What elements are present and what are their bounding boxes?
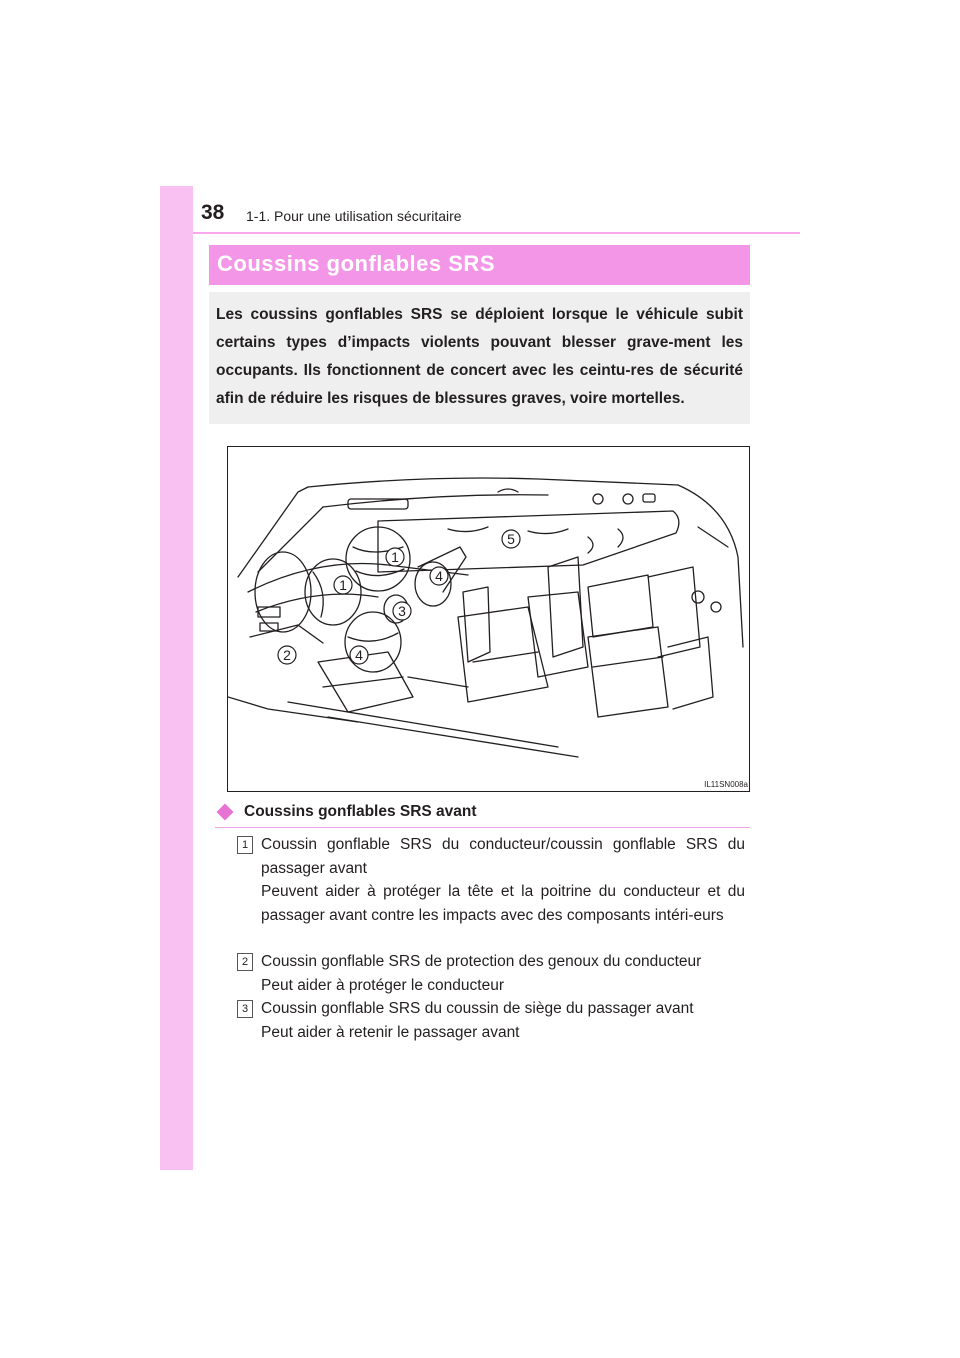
list-item [261, 833, 745, 927]
airbag-illustration [227, 446, 750, 792]
diamond-bullet-icon [217, 804, 234, 821]
section-heading: Coussins gonflables SRS avant [244, 803, 477, 820]
callout-4-upper [430, 567, 448, 585]
item-title: Coussin gonflable SRS du coussin de siège du passager avant [261, 1000, 694, 1017]
header-rule [193, 232, 800, 234]
item-number-badge: 3 [237, 1000, 253, 1018]
list-item [261, 997, 745, 1044]
item-title: Coussin gonflable SRS du conducteur/coussin gonflable SRS du passager avant [261, 836, 745, 877]
section-rule [215, 827, 750, 828]
callout-label: 1 [339, 577, 347, 593]
intro-box [209, 292, 750, 424]
callout-label: 4 [355, 647, 363, 663]
callout-1-upper [386, 548, 404, 566]
item-description: Peut aider à retenir le passager avant [261, 1023, 520, 1041]
item-title: Coussin gonflable SRS de protection des genoux du conducteur [261, 953, 702, 970]
callout-label: 3 [398, 603, 406, 619]
callout-label: 1 [391, 549, 399, 565]
vehicle-interior-drawing [228, 447, 749, 791]
page-title: Coussins gonflables SRS [217, 251, 495, 276]
section-title-bar [209, 245, 750, 285]
item-number-badge: 2 [237, 953, 253, 971]
chapter-side-tab [160, 186, 193, 1170]
list-item [261, 950, 745, 997]
running-header: 1-1. Pour une utilisation sécuritaire [246, 208, 462, 224]
item-description: Peut aider à protéger le conducteur [261, 976, 504, 994]
callout-label: 2 [283, 647, 291, 663]
callout-5 [502, 530, 520, 548]
callout-3 [393, 602, 411, 620]
callout-label: 4 [435, 568, 443, 584]
callout-1-lower [334, 576, 352, 594]
callout-4-lower [350, 646, 368, 664]
item-number-badge: 1 [237, 836, 253, 854]
page-number: 38 [201, 201, 225, 224]
item-description: Peuvent aider à protéger la tête et la poitrine du conducteur et du passager avant contre les impacts avec des composants intéri-eurs [261, 883, 745, 924]
callout-2 [278, 646, 296, 664]
callout-label: 5 [507, 531, 515, 547]
figure-code: IL11SN008a [704, 780, 748, 789]
intro-text: Les coussins gonflables SRS se déploient lorsque le véhicule subit certains types d’impacts violents pouvant blesser grave-ment les occupants. Ils fonctionnent de concert avec les ceintu-res de sécurité afin de réduire les risques de blessures graves, voire mortelles. [216, 306, 743, 407]
